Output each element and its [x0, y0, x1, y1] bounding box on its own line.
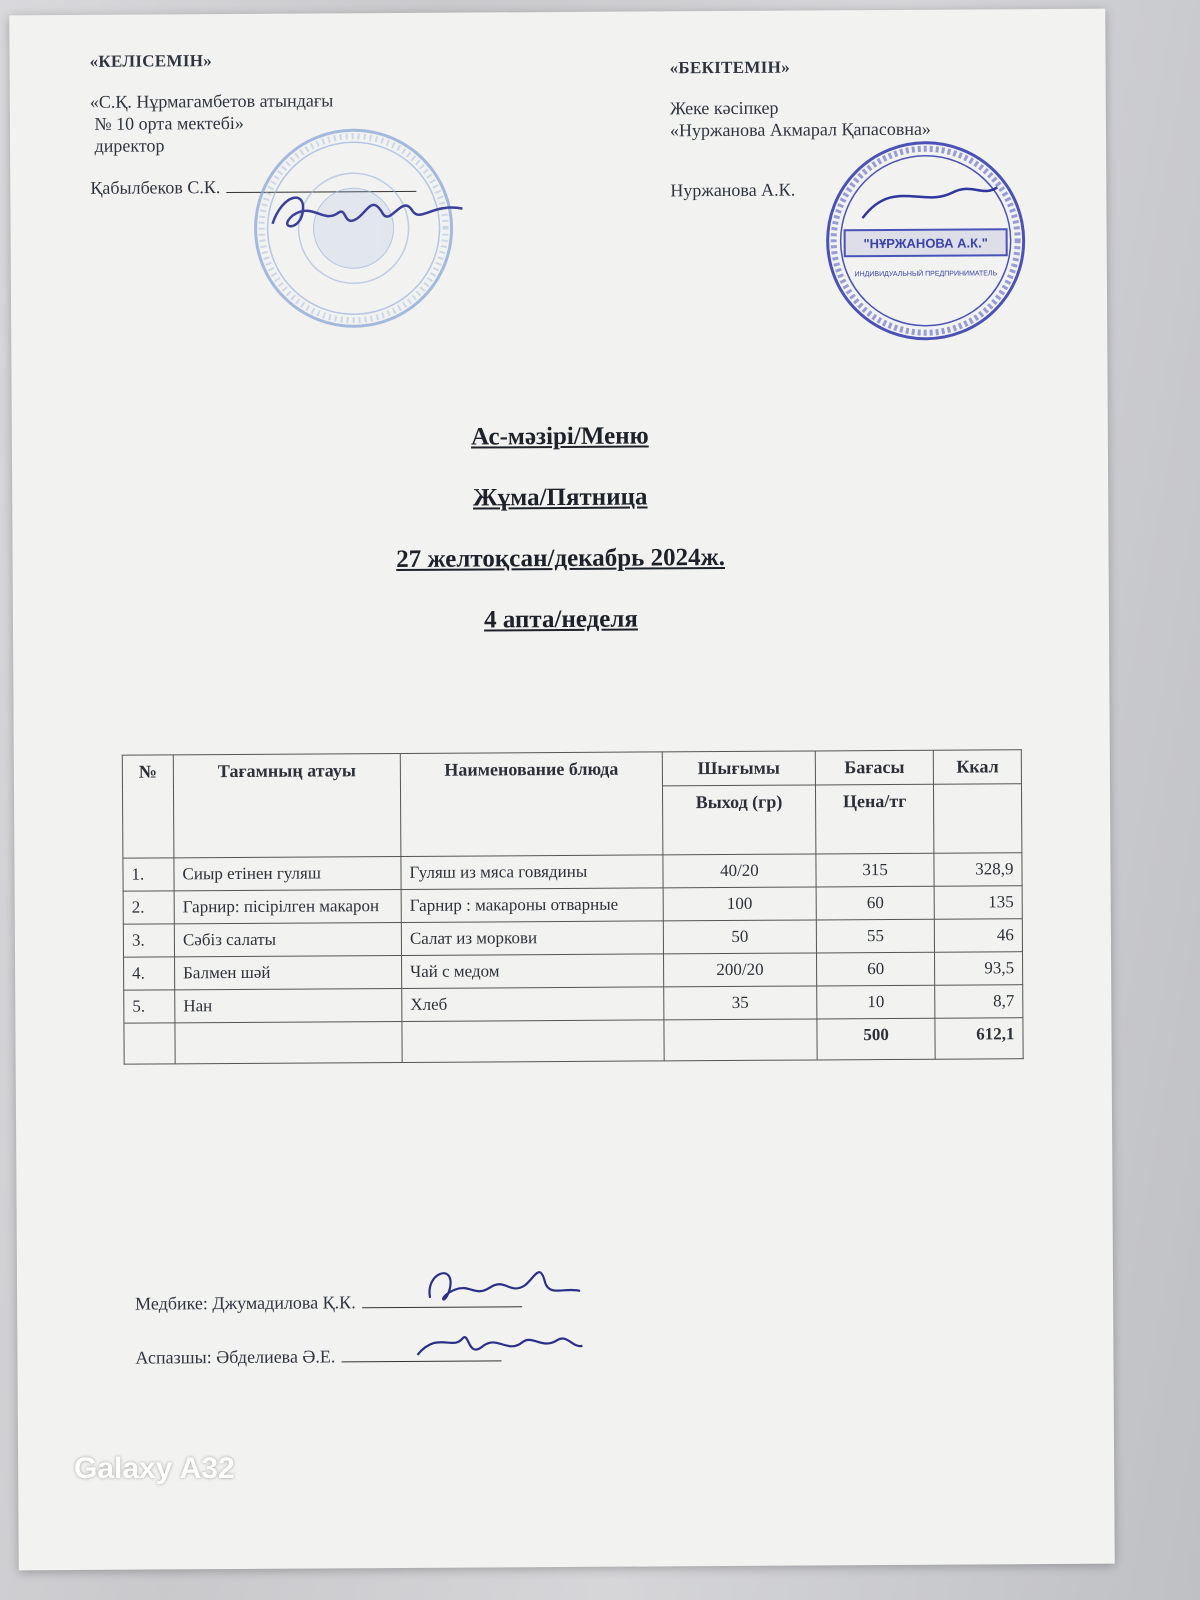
title-menu: Ас-мәзірі/Меню: [470, 422, 649, 451]
approval-right-line1: Жеке кәсіпкер: [669, 97, 779, 119]
row-name-kz: Сәбіз салаты: [174, 922, 401, 956]
director-signature: [262, 183, 472, 244]
table-total-row: [124, 1018, 1023, 1064]
nurse-signature: [415, 1257, 585, 1318]
table-row: [123, 853, 1022, 891]
menu-table: [122, 749, 1024, 1064]
row-kcal: 46: [935, 919, 1023, 953]
title-date: 27 желтоқсан/декабрь 2024ж.: [396, 544, 726, 574]
approval-right-signer: Нуржанова А.К.: [670, 179, 796, 201]
approval-right-header: «БЕКІТЕМІН»: [669, 57, 791, 78]
row-name-kz: Гарнир: пісірілген макарон: [174, 889, 401, 923]
row-output: 50: [663, 920, 816, 954]
header-num: №: [122, 755, 174, 858]
approval-right-line2: «Нуржанова Акмарал Қапасовна»: [669, 118, 931, 141]
row-name-kz: Балмен шәй: [175, 955, 402, 989]
row-num: 3.: [123, 924, 174, 957]
header-name-ru: Наименование блюда: [400, 752, 663, 857]
row-num: 5.: [124, 990, 175, 1023]
cook-label: Аспазшы: Әбделиева Ә.Е.: [135, 1346, 336, 1368]
approval-left-line3: директор: [89, 135, 165, 156]
row-name-kz: Сиыр етінен гуляш: [174, 856, 401, 890]
header-price: Бағасы: [815, 750, 934, 785]
document-sheet: [9, 9, 1114, 1571]
row-kcal: 93,5: [935, 952, 1023, 986]
row-output: 35: [664, 986, 817, 1020]
approval-left-signer: Қабылбеков С.К.: [90, 177, 221, 198]
title-week: 4 апта/неделя: [483, 605, 638, 634]
document-titles: [12, 421, 1109, 672]
header-output-sub: Выход (гр): [662, 785, 815, 855]
row-num: 1.: [123, 858, 174, 891]
header-name-kz: Тағамның атауы: [173, 753, 401, 857]
table-header-row: [122, 750, 1021, 789]
total-kcal: 612,1: [935, 1018, 1023, 1060]
row-price: 315: [816, 853, 935, 887]
row-kcal: 328,9: [934, 853, 1022, 887]
row-price: 60: [816, 886, 935, 920]
stamp-sub-text: ИНДИВИДУАЛЬНЫЙ ПРЕДПРИНИМАТЕЛЬ: [854, 270, 998, 279]
row-name-ru: Гуляш из мяса говядины: [401, 855, 663, 890]
row-kcal: 135: [934, 886, 1022, 920]
row-name-ru: Гарнир : макароны отварные: [401, 888, 663, 923]
row-price: 55: [816, 919, 935, 953]
row-output: 100: [663, 887, 816, 921]
cook-signature: [407, 1320, 587, 1371]
row-name-ru: Салат из моркови: [401, 921, 663, 956]
row-kcal: 8,7: [935, 985, 1023, 1019]
title-day: Жұма/Пятница: [472, 483, 648, 512]
row-output: 40/20: [663, 854, 816, 888]
row-price: 10: [817, 985, 936, 1019]
table-row: [124, 985, 1023, 1023]
camera-watermark: Galaxy A32: [74, 1452, 235, 1485]
total-price: 500: [817, 1018, 936, 1060]
approval-left-line2: № 10 орта мектебі»: [89, 112, 244, 134]
table-row: [124, 952, 1023, 990]
approval-left-line1: «С.Қ. Нұрмагамбетов атындағы: [89, 90, 334, 112]
row-name-ru: Хлеб: [402, 987, 664, 1022]
nurse-label: Медбике: Джумадилова Қ.К.: [135, 1292, 356, 1314]
table-row: [123, 886, 1022, 924]
header-kcal: Ккал: [934, 750, 1022, 785]
header-output: Шығымы: [662, 751, 815, 786]
row-output: 200/20: [664, 953, 817, 987]
entrepreneur-seal-stamp: [822, 137, 1029, 344]
header-kcal-sub: [934, 784, 1022, 854]
row-num: 2.: [123, 891, 174, 924]
approval-left-header: «КЕЛІСЕМІН»: [89, 51, 213, 71]
row-price: 60: [816, 952, 935, 986]
row-num: 4.: [124, 957, 175, 990]
row-name-kz: Нан: [175, 988, 402, 1022]
header-price-sub: Цена/тг: [815, 784, 934, 854]
stamp-center-text: "НҰРЖАНОВА А.К.": [863, 235, 988, 252]
table-row: [123, 919, 1022, 957]
row-name-ru: Чай с медом: [402, 954, 664, 989]
